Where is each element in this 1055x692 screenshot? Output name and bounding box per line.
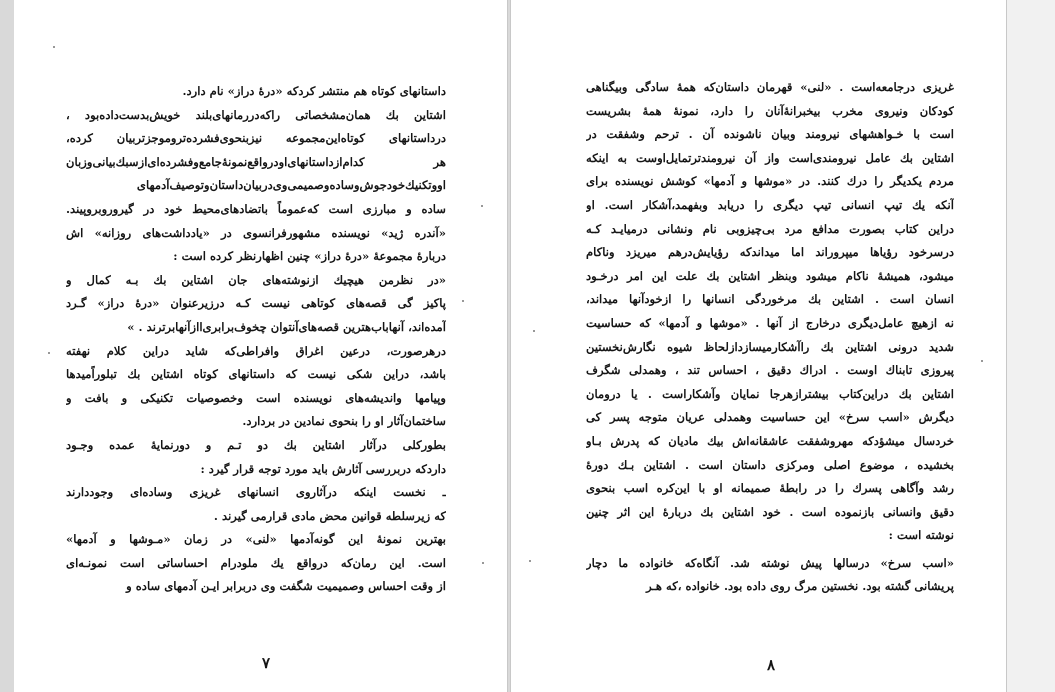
text-line: نوشته است : xyxy=(888,528,954,543)
page-number: ۸ xyxy=(767,656,776,674)
scan-speck xyxy=(462,300,464,302)
scan-speck xyxy=(48,352,50,354)
scan-speck xyxy=(53,46,55,48)
text-line: درسرخود رؤیاها میپروراند اما میداندکه رؤیایش‌درهم میریزد وناکام xyxy=(586,245,954,260)
viewer-gutter xyxy=(1007,0,1055,692)
text-line: «اسب سرخ» درسالها پیش نوشته شد. آنگاه‌که خانواده ما دچار xyxy=(586,555,954,570)
text-line: داردکه دربررسی آثارش باید مورد توجه قرار گیرد : xyxy=(200,461,446,476)
text-line: هر کدام‌ازداستانهای‌او‌در‌واقع‌نمونهٔ‌جامع‌وفشرده‌ای‌از‌سبك‌بیانی‌وزبان xyxy=(66,154,446,169)
scan-speck xyxy=(482,562,484,564)
text-line: شدید درونی اشتاین بك را‌آشکار‌میسازد‌از‌لحاظ شیوه نگارش‌نخستین xyxy=(586,339,954,354)
text-line: دقیق وانسانی بازنموده است . خود اشتاین بك دربارهٔ این اثر چنین xyxy=(586,504,954,519)
text-line: اشتاین بك عامل نیرومندی‌است واز آن نیرومندتر‌تمایل‌اوست به اینکه xyxy=(586,150,954,165)
page-8-text xyxy=(586,76,954,599)
text-line: ساختمان‌آثار او را بنحوی نمادین در بردارد. xyxy=(242,414,446,429)
text-line: بخشیده ، موضوع اصلی ومرکزی داستان است . اشتاین بـك دورهٔ xyxy=(586,457,954,472)
text-line: رشد وآگاهی پسرك را در رابطهٔ صمیمانه او با این‌کره اسب بنحوی xyxy=(586,481,954,496)
text-line: پاکیز گی قصه‌های کوتاهی نیست کـه درزیرعنوان «درهٔ دراز» گـرد xyxy=(66,296,446,311)
text-line: آنکه یك تیپ انسانی تیپ دیگری را دریابد وبفهمد،آشکار است. او xyxy=(586,197,954,212)
text-line: بطورکلی درآثار اشتاین بك دو تـم و دورنمایهٔ عمده وجـود xyxy=(66,437,446,452)
text-line: آمده‌اند، آنهاباب‌هترین قصه‌های‌آنتوان چخوف‌برابری‌ااز‌آنهابرترند . » xyxy=(127,319,446,334)
text-line: باشد، دراین شکی نیست که داستانهای کوتاه اشتاین بك تبلوراًمیدها xyxy=(66,367,446,382)
scan-speck xyxy=(533,330,535,332)
scan-speck xyxy=(481,205,483,207)
text-line: از وقت احساس وصمیمیت شگفت وی دربرابر ایـن آدمهای ساده و xyxy=(126,579,446,594)
text-line: که زیرسلطه قوانین محض مادی قرارمی گیرند . xyxy=(213,508,446,523)
text-line: وپیامها واندیشه‌های نویسنده است وخصوصیات تکنیکی و بافت و xyxy=(66,390,446,405)
text-line: انسان است . اشتاین بك مرخوردگی انسانها را از‌خود‌آنها میداند، xyxy=(586,292,954,307)
text-line: میشود، همیشهٔ ناکام میشود وبنظر اشتاین بك علت این امر درخـود xyxy=(586,268,954,283)
page-7 xyxy=(14,0,508,692)
text-line: اشتاین بك دراین‌کتاب بیشترازهرجا نمایان و‌آشکاراست . یا درومان xyxy=(586,386,954,401)
text-line: او‌وتکنیك‌خود‌جوش‌وساده‌وصمیمی‌وی‌دربیان‌داستان‌وتوصیف‌آدمهای xyxy=(136,178,446,193)
text-line: «در نظرمن هیچیك از‌نوشته‌های جان اشتاین بك بـه کمال و xyxy=(66,272,446,287)
text-line: درداستانهای کوتاه‌این‌مجموعه نیز‌بنحوی‌فشرده‌ترو‌موجزتر‌بیان کرده، xyxy=(66,131,446,146)
text-line: غریزی درجامعه‌است . «لنی» قهرمان داستان‌که همهٔ سادگی وبیگناهی xyxy=(586,80,954,94)
scan-speck xyxy=(529,560,531,562)
text-line: دربارهٔ مجموعهٔ «درهٔ دراز» چنین اظهارنظر کرده است : xyxy=(173,249,446,264)
text-line: پیروزی تابناك اوست . ادراك دقیق ، احساس تند ، وهمدلی شگرف xyxy=(586,363,954,378)
text-line: نه ازهیچ عامل‌دیگری درخارج از آنها . «موشها و آدمها» که حساسیت xyxy=(586,315,954,330)
text-line: «آندره ژید» نویسنده مشهورفرانسوی در «یادداشت‌های روزانه» اش xyxy=(66,225,446,240)
page-number: ۷ xyxy=(262,654,271,672)
text-line: ساده و مبارزی است که‌عموماً باتضادهای‌محیط خود در گیرو‌رو‌بروپیند. xyxy=(66,201,446,216)
text-line: دیگرش «اسب سرخ» این حساسیت وهمدلی عریان متوجه پسر کی xyxy=(586,410,954,425)
text-line: داستانهای کوتاه هم منتشر کردکه «درهٔ دراز» نام دارد. xyxy=(182,84,446,98)
page-7-text xyxy=(66,80,446,599)
text-line: مردم یکدیگر را درك کنند. در «موشها و آدمها» کوشش نویسنده برای xyxy=(586,174,954,189)
text-line: اشتاین بك همان‌مشخصاتی را‌که‌در‌رمانهای‌بلند خویش‌بدست‌داده‌بود ، xyxy=(66,107,446,122)
scan-speck xyxy=(981,360,983,362)
page-8 xyxy=(510,0,1007,692)
text-line: دراین کتاب بصورت مدافع مرد بی‌چیزوبی نام ونشانی درمیایـد کـه xyxy=(586,221,954,236)
text-line: پریشانی گشته بود. نخستین مرگ روی داده بود. خانواده ،که هـر xyxy=(646,579,954,594)
text-line: ـ نخست اینکه درآثاروی انسانهای غریزی وساده‌ای وجوددارند xyxy=(66,485,446,500)
text-line: است با خـواهشهای نیرومند وبیان ناشونده آن . ترحم وشفقت در xyxy=(586,127,954,142)
text-line: درهرصورت، درعین اغراق وافراطی‌که شاید دراین کلام نهفته xyxy=(66,343,446,358)
text-line: کودکان ونیروی مخرب بیخبرانهٔ‌آنان را دارد، نمونهٔ همهٔ بشریست xyxy=(586,103,954,118)
text-line: بهترین نمونهٔ این گونه‌آدمها «لنی» در زمان «مـوشها و آدمها» xyxy=(66,532,446,547)
text-line: خردسال میشؤدکه مهروشفقت عاشقانه‌اش بیك مادیان که پدرش بـاو xyxy=(586,433,954,448)
text-line: است. این رمان‌که درواقع یك ملودرام احساساتی است نمونـه‌ای xyxy=(66,555,446,570)
